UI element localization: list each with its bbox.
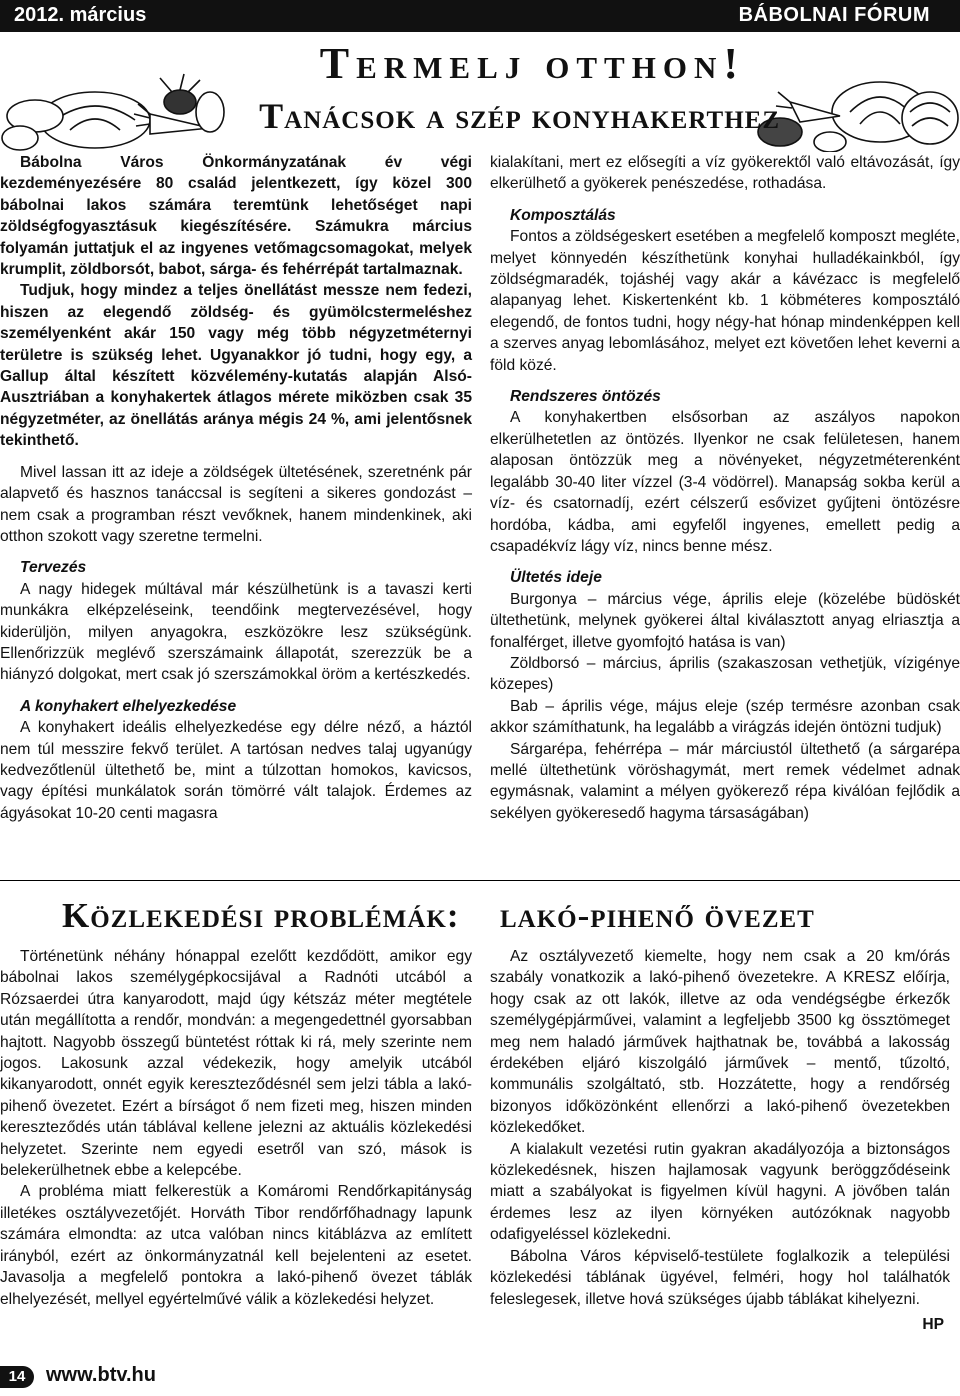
paragraph-tervezes: A nagy hidegek múltával már készülhetünk is a tavaszi kerti munkákra elképzeléseink, teendőink megtervezésével, hogy kiderüljön, milyen anyagokra, eszközökre lesz szükségünk. Ellenőrizzük meglévő szerszámaink állapotát, szerezzük be a hiányzó dolgokat, mert csak jó szerszámokkal öröm a kertészkedés. <box>0 580 472 684</box>
intro-paragraph: Mivel lassan itt az ideje a zöldségek ültetésének, szeretnénk pár alapvető és hasznos tanáccsal is segíteni a sikeres gondozást – nem csak a programban részt vevőknek, hanem mindenkinek, aki otthon szokott vagy szeretne termelni. <box>0 463 472 545</box>
section-divider <box>0 880 960 881</box>
subheading-tervezes: Tervezés <box>20 559 87 577</box>
article-subtitle: Tanácsok a szép konyhakerthez <box>259 96 780 136</box>
article-column-left <box>0 152 472 824</box>
page-number: 14 <box>0 1366 34 1388</box>
author-signature: HP <box>922 1315 944 1333</box>
kozlekedesi-paragraph-2: A probléma miatt felkerestük a Komáromi Rendőrkapitányság illetékes osztályvezetőjét. Horváth Tibor rendőrfőhadnagy lapunk számára elmondta: az utca valóban nincs kitáblázva az említett irányból, ezért az önkormányzatnál kell bejelenteni az esetet. Javasolja a megfelelő pontokra a lakó-pihenő övezet táblák elhelyezését, mellyel egyértelművé válik a közlekedési helyzet. <box>0 1183 472 1308</box>
issue-date: 2012. március <box>14 4 147 26</box>
page-header-bar <box>0 0 960 32</box>
paragraph-sargarepa: Sárgarépa, fehérrépa – már márciustól ültethető (a sárgarépa mellé ültethetünk vöröshagymát, mert remek védelmet adnak egymásnak, valamint a mélyen gyökerező répa kiválóan fejlődik a sekélyen gyökeresedő hagyma társaságában) <box>490 740 960 822</box>
lako-paragraph-2: A kialakult vezetési rutin gyakran akadályozója a biztonságos közlekedésnek, hiszen hajlamosak vagyunk beröggződéseink miatt a szabályokat is figyelmen kívül hagyni. A jövőben talán érdemes lesz az ilyen környéken autózóknak nagyobb odafigyeléssel közlekedni. <box>490 1140 950 1244</box>
page-footer <box>0 1362 960 1396</box>
website-link[interactable]: www.btv.hu <box>46 1364 156 1386</box>
subheading-komposztalas: Komposztálás <box>510 206 616 224</box>
subheading-ontozes: Rendszeres öntözés <box>510 388 661 406</box>
lako-column <box>490 946 950 1335</box>
paragraph-ontozes: A konyhakertben elsősorban az aszályos napokon elkerülhetetlen az öntözés. Ilyenkor ne csak felületesen, hanem alaposan öntözzük meg a növényeket, négyzetméterenként legalább 30-40 liter vízzel (3-4 vödörrel). Manapság sokba kerül a víz- és csatornadíj, ezért célszerű esővizet gyűjteni öntözésre hordóba, kádba, ami egyfelől ingyenes, emellett pedig a csapadékvíz lágy víz, nincs benne mész. <box>490 409 960 555</box>
section-title-kozlekedesi: Közlekedési problémák: <box>62 896 460 935</box>
lako-paragraph-1: Az osztályvezető kiemelte, hogy nem csak a 20 km/órás szabály vonatkozik a lakó-pihenő övezetekre. A KRESZ előírja, hogy csak az ott lakók, illetve az oda vendégségbe érkezők személygépjárművei, valamint a legfeljebb 3500 kg össztömeget meg nem haladó járművek hajthatnak be, továbbá a lakosság érdekében eljáró kiszolgáló járművek – mentő, tűzoltó, kommunális szolgáltató, stb. Hozzátette, hogy a rendőrség bizonyos időközönként ellenőrzi a lakó-pihenő övezetekben közlekedőket. <box>490 948 950 1137</box>
paragraph-burgonya: Burgonya – március vége, április eleje (közelébe büdöskét ültethetünk, melynek gyökerei által kiválasztott anyag elriasztja a fonalférget, illetve gyomfojtó hatása is van) <box>490 590 960 651</box>
paragraph-elhelyezkedes: A konyhakert ideális elhelyezkedése egy délre néző, a háztól nem túl messzire fekvő terület. A tartósan nedves talaj ugyanúgy kedvezőtlenül ültethető be, mint a túlzottan homokos, kavicsos, vagy építési munkálatok során tömörré vált talajok. Érdemes az ágyásokat 10-20 centi magasra <box>0 719 472 822</box>
subheading-ultetes: Ültetés ideje <box>510 569 602 587</box>
onion-icon <box>2 126 38 150</box>
paragraph-zoldborso: Zöldborsó – március, április (szakaszosan vethetjük, vízigénye közepes) <box>490 654 960 694</box>
paragraph-continuation: kialakítani, mert ez elősegíti a víz gyökerektől való eltávozását, így elkerülhető a gyökerek penészedése, rothadása. <box>490 154 960 193</box>
kozlekedesi-paragraph-1: Történetünk néhány hónappal ezelőtt kezdődött, amikor egy bábolnai lakos személygépkocsijával a Radnóti utcából a Rózsaerdei útra kanyarodott, majd úgy kétszáz méter megtétele után megállította a rendőr, mondván: a megengedettnél gyorsabban hajtott. Nagyobb összegű büntetést róttak ki rá, mely szerinte nem jogos. Lakosunk azzal védekezik, hogy amelyik utcából kikanyarodott, onnét egyik kereszteződésnél sem jelzi tábla a lakó-pihenő övezetet. Ezért a bírságot ő nem fizeti meg, hiszen minden kereszteződés után táblával kellene jelezni az aktuális közlekedési helyzetet. Szerinte nem egyedi esetről van szó, mások is belekerülhetnek ebbe a kelepcébe. <box>0 948 472 1180</box>
kozlekedesi-column <box>0 946 472 1310</box>
subheading-elhelyezkedes: A konyhakert elhelyezkedése <box>20 697 237 715</box>
article-column-right <box>490 152 960 824</box>
tomato-icon <box>814 132 846 152</box>
paragraph-bab: Bab – április vége, május eleje (szép termésre azonban csak akkor számíthatunk, ha legalább a virágzás idején öntözni tudjuk) <box>490 697 960 737</box>
intro-paragraph-bold-2: Tudjuk, hogy mindez a teljes önellátást messze nem fedezi, hiszen az elegendő zöldség- és gyümölcstermeléshez személyenként akár 150 vagy még több négyzetméternyi területre is szükség lehet. Ugyanakkor jó tudni, hogy egy, a Gallup által készített közvélemény-kutatás alapján Alsó-Ausztriában a konyhakertek átlagos mérete miközben csak 35 négyzetméter, az önellátás aránya mégis 24 %, ami jelentősnek tekinthető. <box>0 282 472 450</box>
intro-paragraph-bold-1: Bábolna Város Önkormányzatának év végi kezdeményezésére 80 család jelentkezett, így közel 300 bábolnai lakos számára teremtünk lehetőséget napi zöldségfogyasztásuk kiegészítésére. Számukra március folyamán juttatjuk el az ingyenes vetőmagcsomagokat, melyek krumplit, zöldborsót, babot, sárga- és fehérrépát tartalmaznak. <box>0 154 472 279</box>
paragraph-komposztalas: Fontos a zöldségeskert esetében a megfelelő komposzt megléte, melyet könnyedén készíthetünk konyhai hulladékainkból, így zöldségmaradék, tojáshéj vagy akár a kávézacc is megfelelő alapanyag lehet. Kiskertenként kb. 1 köbméteres komposztáló elegendő, de fontos tudni, hogy négy-hat hónap mindenképpen kell a szerves anyag lebomlásához, melyet ezt követően lehet keverni a föld közé. <box>490 228 960 374</box>
publication-name: BÁBOLNAI FÓRUM <box>738 4 930 26</box>
article-title: Termelj otthon! <box>319 39 745 88</box>
section-title-lako-piheno: lakó-pihenő övezet <box>500 896 815 935</box>
lako-paragraph-3: Bábolna Város képviselő-testülete foglalkozik a települési közlekedési táblának ügyével, felméri, hogy hol találhatók feleslegesek, illetve hová szükséges újabb táblákat kihelyezni. <box>490 1247 950 1308</box>
